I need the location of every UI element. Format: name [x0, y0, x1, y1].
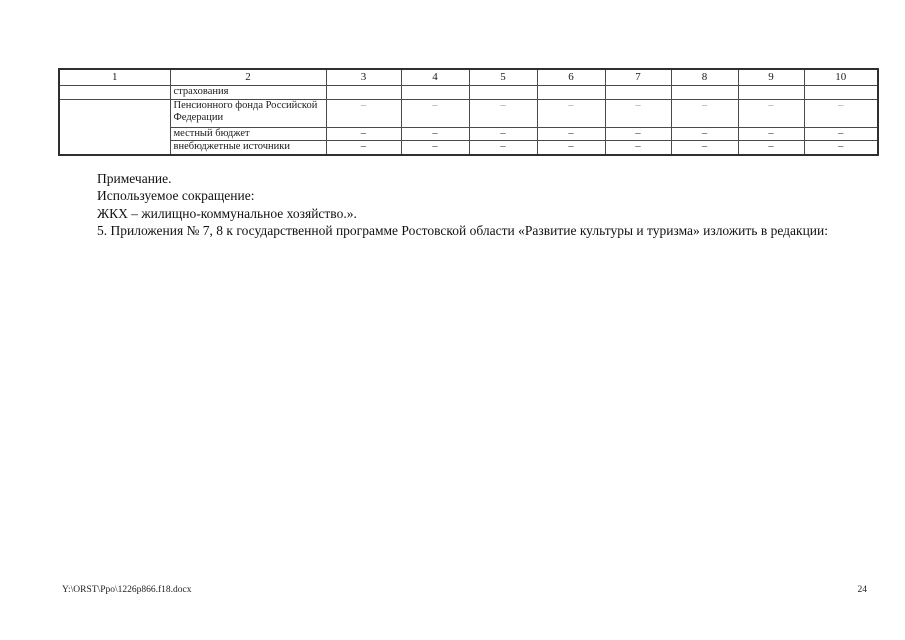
table-header-cell: 5: [469, 69, 537, 86]
table-header-cell: 4: [401, 69, 469, 86]
table-cell-value: –: [738, 127, 804, 141]
table-cell-value: [401, 86, 469, 100]
table-header-cell: 7: [605, 69, 671, 86]
table-cell-value: [738, 86, 804, 100]
note-paragraph: Примечание.: [97, 171, 172, 186]
table-cell-value: [469, 86, 537, 100]
table-header-cell: 3: [326, 69, 401, 86]
table-cell-empty: [59, 99, 170, 155]
table-cell-value: –: [537, 127, 605, 141]
table-header-cell: 2: [170, 69, 326, 86]
table-cell-value: –: [326, 141, 401, 155]
table-row-extrabudgetary: [59, 141, 878, 155]
table-cell-value: [326, 86, 401, 100]
table-cell-value: –: [401, 141, 469, 155]
budget-sources-table: [58, 68, 879, 156]
table-row-label: внебюджетные источники: [170, 141, 326, 155]
table-cell-value: [804, 86, 878, 100]
table-row-label: местный бюджет: [170, 127, 326, 141]
table-cell-value: –: [537, 99, 605, 127]
table-cell-value: –: [469, 99, 537, 127]
table-cell-value: –: [326, 127, 401, 141]
table-cell-value: –: [671, 141, 738, 155]
table-cell-value: –: [326, 99, 401, 127]
table-cell-value: –: [469, 127, 537, 141]
table-cell-value: –: [738, 99, 804, 127]
table-cell-value: –: [804, 99, 878, 127]
table-header-cell: 1: [59, 69, 170, 86]
page-footer: [62, 584, 867, 596]
table-cell-value: –: [469, 141, 537, 155]
table-row-pension-fund: [59, 99, 878, 127]
table-header-row: [59, 69, 878, 86]
table-header-cell: 9: [738, 69, 804, 86]
table-cell-value: –: [605, 99, 671, 127]
table-header-cell: 8: [671, 69, 738, 86]
table-cell-value: [605, 86, 671, 100]
table-row-strahovaniya: [59, 86, 878, 100]
table-cell-value: –: [671, 127, 738, 141]
table-header-cell: 6: [537, 69, 605, 86]
table-cell-value: –: [401, 127, 469, 141]
footer-file-path: Y:\ORST\Ppo\1226p866.f18.docx: [62, 585, 192, 595]
abbreviation-intro-paragraph: Используемое сокращение:: [97, 188, 255, 204]
table-cell-value: –: [738, 141, 804, 155]
table-cell-value: [537, 86, 605, 100]
table-row-label: Пенсионного фонда Российской Федерации: [170, 99, 326, 127]
abbreviation-paragraph: ЖКХ – жилищно-коммунальное хозяйство.».: [97, 205, 357, 221]
table-cell-value: [671, 86, 738, 100]
table-header-cell: 10: [804, 69, 878, 86]
body-text-block: [28, 170, 878, 239]
table-row-label: страхования: [170, 86, 326, 100]
table-cell-value: –: [537, 141, 605, 155]
item5-paragraph: 5. Приложения № 7, 8 к государственной программе Ростовской области «Развитие культуры и туризма» изложить в редакции:: [97, 222, 828, 238]
table-row-local-budget: [59, 127, 878, 141]
table-cell-value: –: [605, 141, 671, 155]
table-cell-value: –: [804, 141, 878, 155]
table-cell-value: –: [401, 99, 469, 127]
table-cell-value: –: [671, 99, 738, 127]
table-cell-value: –: [605, 127, 671, 141]
footer-page-number: 24: [857, 585, 867, 595]
table-cell-empty: [59, 86, 170, 100]
table-cell-value: –: [804, 127, 878, 141]
